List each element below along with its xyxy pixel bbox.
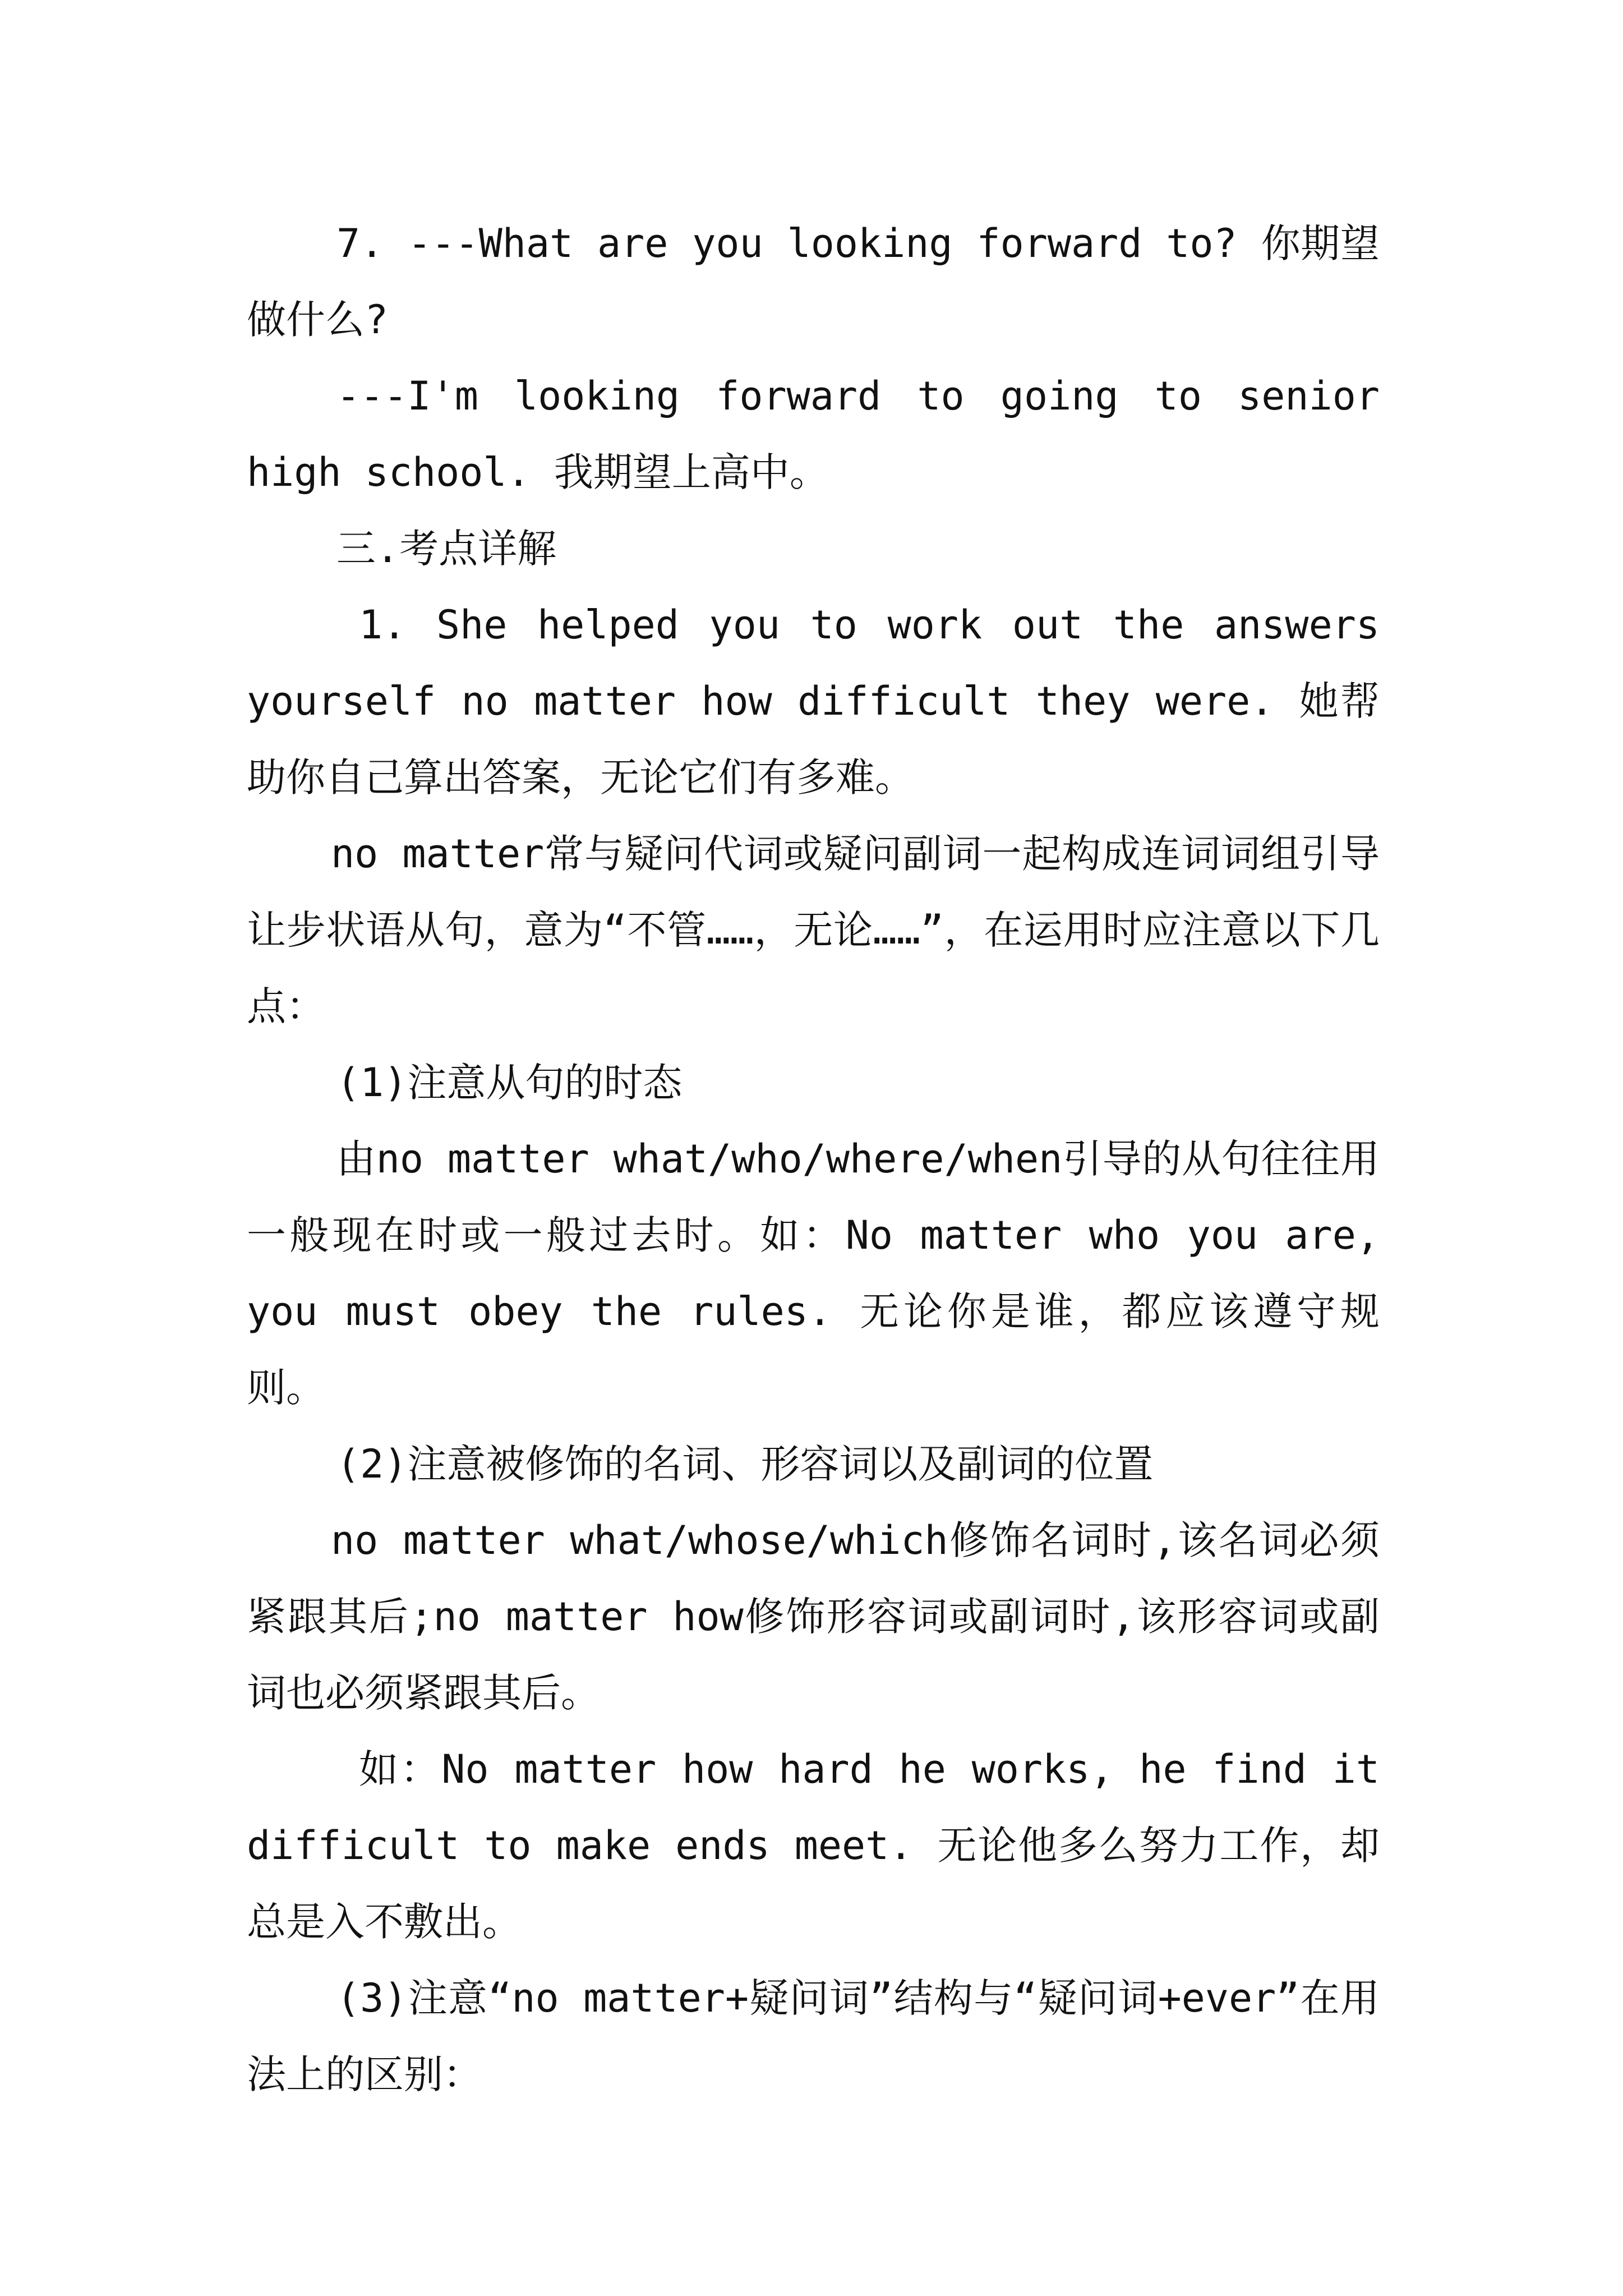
subpoint-1-heading: (1)注意从句的时态: [336, 1060, 683, 1106]
subpoint-3-heading: (3)注意“no matter+疑问词”结构与“疑问词+ever”在用法上的区别：: [247, 1975, 1380, 2097]
subpoint-2-body: no matter what/whose/which修饰名词时,该名词必须紧跟其后;no matter how修饰形容词或副词时,该形容词或副词也必须紧跟其后。: [247, 1517, 1380, 1716]
subpoint-2-example: 如：No matter how hard he works, he find it difficult to make ends meet. 无论他多么努力工作，却总是入不敷出。: [247, 1746, 1380, 1945]
subpoint-2-heading: (2)注意被修饰的名词、形容词以及副词的位置: [336, 1441, 1154, 1487]
subpoint-1-body: 由no matter what/who/where/when引导的从句往往用一般现在时或一般过去时。如：No matter who you are, you must obey the rules. 无论你是谁，都应该遵守规则。: [247, 1136, 1380, 1411]
document-body: [247, 205, 1380, 2113]
point-1-explanation: no matter常与疑问代词或疑问副词一起构成连词词组引导让步状语从句，意为“不管……，无论……”，在运用时应注意以下几点：: [247, 831, 1380, 1029]
answer-7: ---I'm looking forward to going to senior high school. 我期望上高中。: [247, 373, 1380, 495]
question-7: 7. ---What are you looking forward to? 你期望做什么?: [247, 220, 1380, 343]
point-1-sentence: 1. She helped you to work out the answers yourself no matter how difficult they were. 她帮助你自己算出答案，无论它们有多难。: [247, 602, 1380, 800]
section-heading: 三.考点详解: [336, 526, 557, 572]
